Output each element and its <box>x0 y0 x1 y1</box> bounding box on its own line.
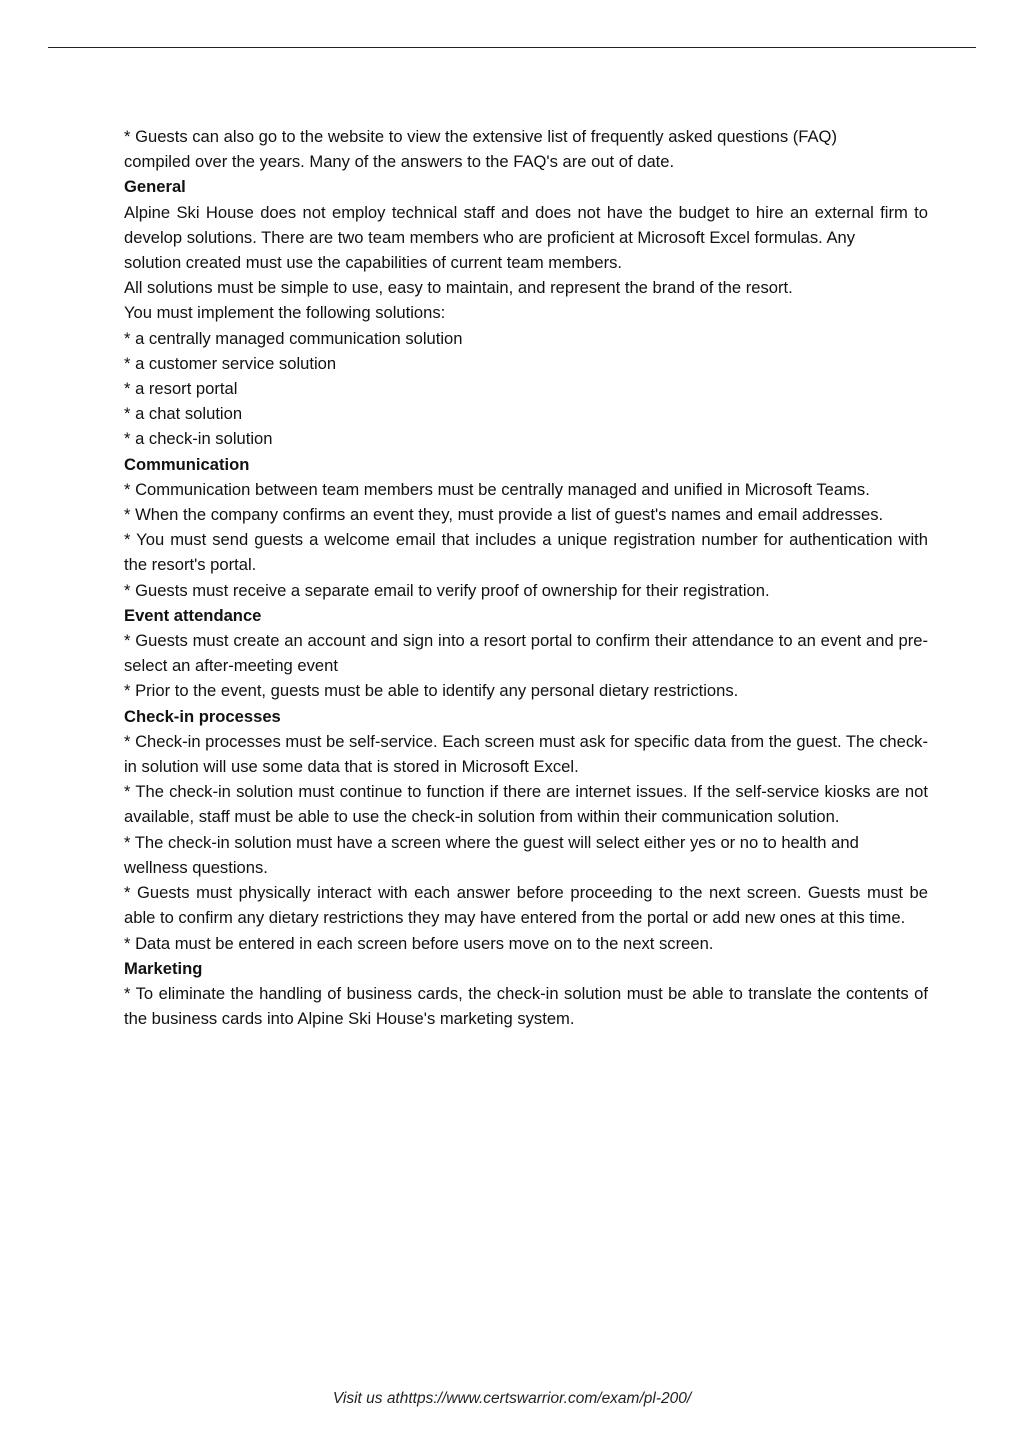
footer-link-text: Visit us athttps://www.certswarrior.com/exam/pl-200/ <box>332 1390 692 1407</box>
paragraph: wellness questions. <box>124 857 268 877</box>
paragraph: You must implement the following solutions: <box>124 303 446 323</box>
section-heading-communication: Communication <box>124 454 250 474</box>
list-item: * a check-in solution <box>124 429 273 449</box>
document-body <box>124 124 928 1031</box>
paragraph: * Guests must create an account and sign into a resort portal to confirm their attendance to an event and pre-select an after-meeting event <box>124 631 928 676</box>
paragraph: compiled over the years. Many of the answers to the FAQ's are out of date. <box>124 152 675 172</box>
header-divider <box>48 47 976 48</box>
paragraph: * Check-in processes must be self-service. Each screen must ask for specific data from the guest. The check-in solution will use some data that is stored in Microsoft Excel. <box>124 731 928 777</box>
paragraph: * Prior to the event, guests must be able to identify any personal dietary restrictions. <box>124 681 739 701</box>
list-item: * a customer service solution <box>124 353 337 373</box>
section-heading-marketing: Marketing <box>124 958 203 978</box>
section-heading-event-attendance: Event attendance <box>124 605 262 625</box>
paragraph: * Communication between team members must be centrally managed and unified in Microsoft Teams. <box>124 479 870 499</box>
list-item: * a resort portal <box>124 379 238 399</box>
paragraph: * The check-in solution must have a screen where the guest will select either yes or no to health and <box>124 832 859 852</box>
paragraph: * Guests must physically interact with each answer before proceeding to the next screen. Guests must be able to confirm any dietary restrictions they may have entered from the portal or add new ones at this time. <box>124 883 928 928</box>
list-item: * a centrally managed communication solution <box>124 328 463 348</box>
paragraph: * When the company confirms an event they, must provide a list of guest's names and email addresses. <box>124 505 884 525</box>
paragraph: * Data must be entered in each screen before users move on to the next screen. <box>124 933 714 953</box>
paragraph: solution created must use the capabilities of current team members. <box>124 253 623 273</box>
list-item: * a chat solution <box>124 404 243 424</box>
paragraph: * You must send guests a welcome email that includes a unique registration number for authentication with the resort's portal. <box>124 530 928 575</box>
section-heading-general: General <box>124 177 186 197</box>
section-heading-check-in-processes: Check-in processes <box>124 706 281 726</box>
paragraph: * Guests can also go to the website to view the extensive list of frequently asked questions (FAQ) <box>124 127 837 146</box>
paragraph: * To eliminate the handling of business cards, the check-in solution must be able to translate the contents of the business cards into Alpine Ski House's marketing system. <box>124 983 928 1029</box>
paragraph: * The check-in solution must continue to function if there are internet issues. If the self-service kiosks are not available, staff must be able to use the check-in solution from within their communication solution. <box>124 782 928 827</box>
paragraph: Alpine Ski House does not employ technical staff and does not have the budget to hire an external firm to develop solutions. There are two team members who are proficient at Microsoft Excel formulas. Any <box>124 202 928 247</box>
paragraph: All solutions must be simple to use, easy to maintain, and represent the brand of the resort. <box>124 278 793 298</box>
paragraph: * Guests must receive a separate email to verify proof of ownership for their registration. <box>124 580 770 600</box>
